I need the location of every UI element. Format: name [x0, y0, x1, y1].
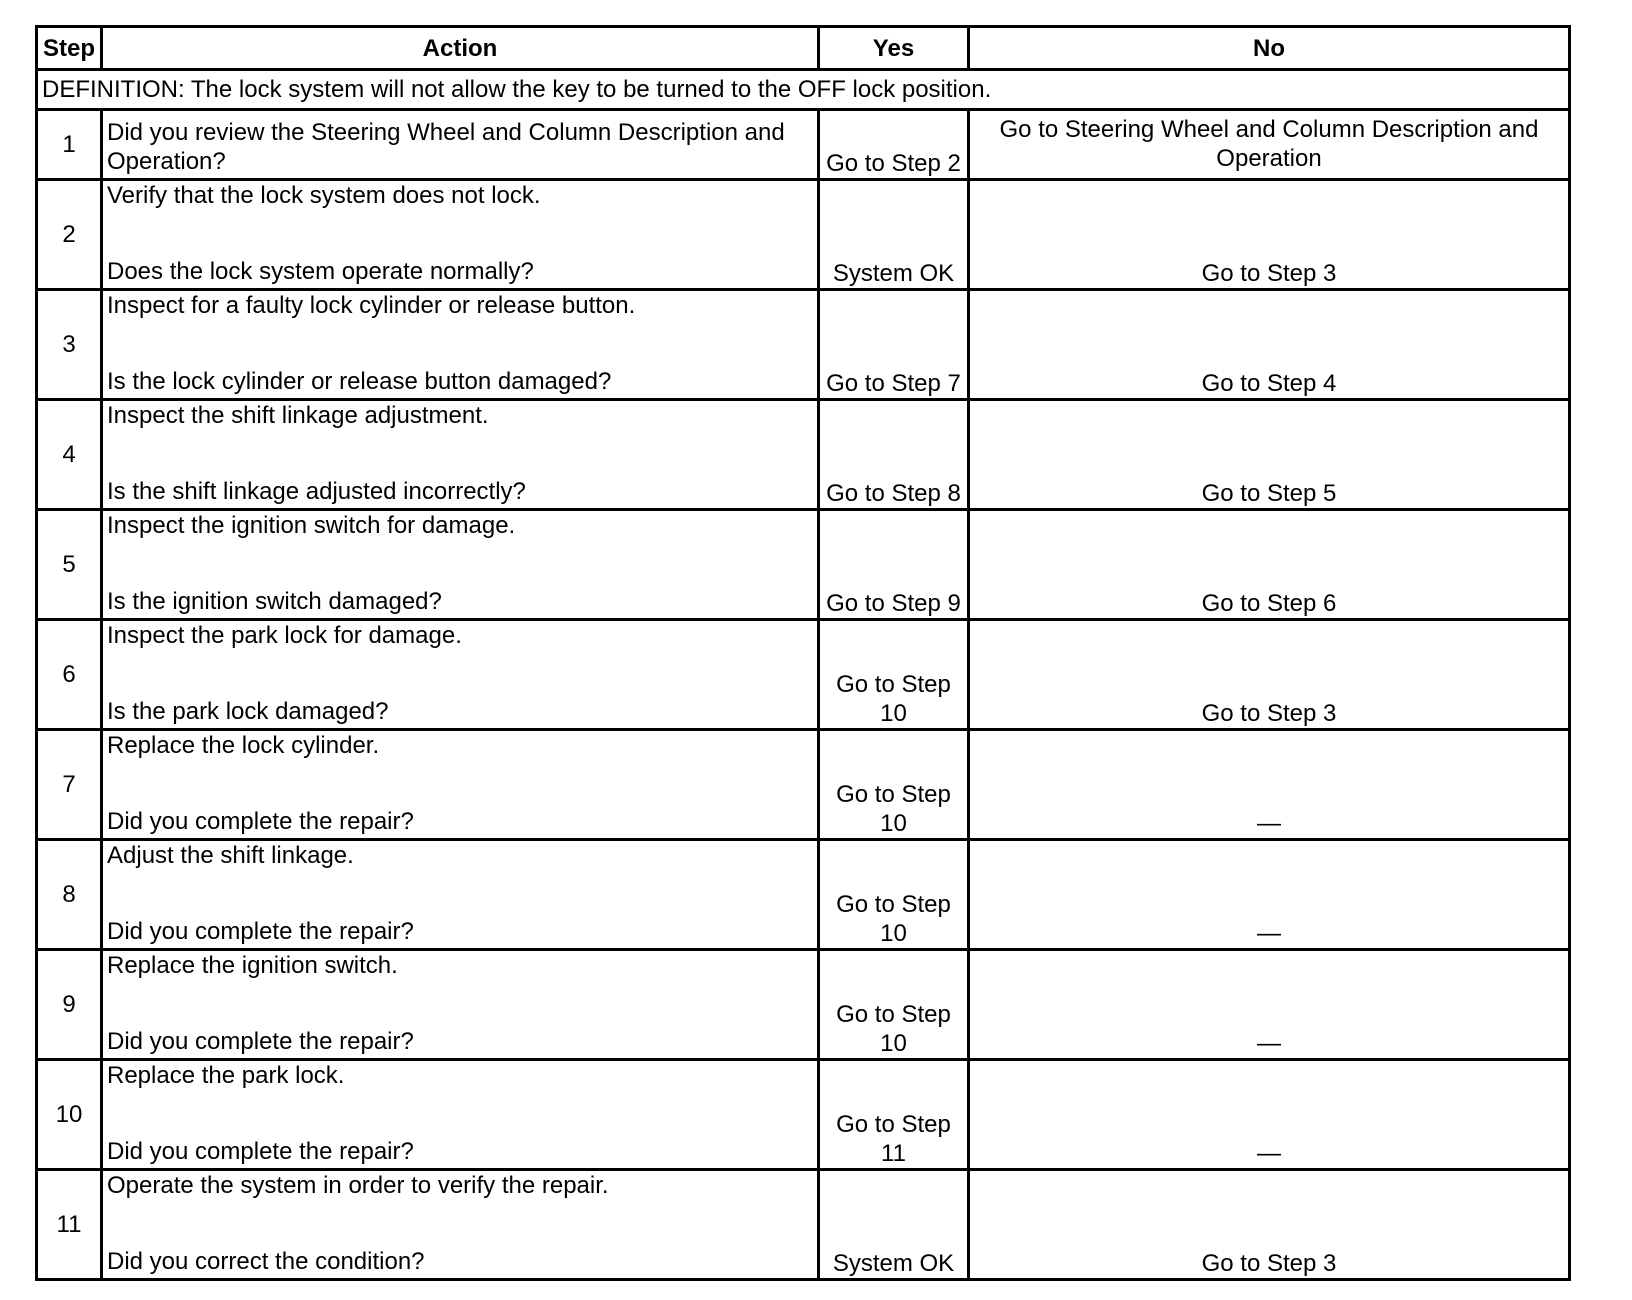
action-instruction: Operate the system in order to verify the repair. — [107, 1172, 609, 1199]
no-result: Go to Step 6 — [969, 510, 1570, 620]
table-row — [37, 400, 1570, 510]
action-question: Is the lock cylinder or release button damaged? — [107, 368, 612, 395]
action-instruction: Inspect for a faulty lock cylinder or release button. — [107, 292, 636, 319]
no-result: Go to Steering Wheel and Column Description and Operation — [969, 110, 1570, 180]
header-action: Action — [102, 27, 819, 70]
no-result: Go to Step 3 — [969, 1170, 1570, 1280]
table-row — [37, 1170, 1570, 1280]
no-result: Go to Step 5 — [969, 400, 1570, 510]
yes-result: Go to Step 8 — [819, 400, 969, 510]
yes-result: System OK — [819, 1170, 969, 1280]
no-result: — — [969, 730, 1570, 840]
action-question: Is the ignition switch damaged? — [107, 588, 442, 615]
action-instruction: Verify that the lock system does not lock. — [107, 182, 541, 209]
header-row — [37, 27, 1570, 70]
action-instruction: Replace the park lock. — [107, 1062, 345, 1089]
action-instruction: Adjust the shift linkage. — [107, 842, 354, 869]
action-cell — [102, 510, 819, 620]
action-cell — [102, 180, 819, 290]
action-cell — [102, 730, 819, 840]
definition-text: DEFINITION: The lock system will not allow the key to be turned to the OFF lock position. — [37, 70, 1570, 110]
action-cell — [102, 840, 819, 950]
step-number: 11 — [37, 1170, 102, 1280]
yes-result: Go to Step 2 — [819, 110, 969, 180]
step-number: 10 — [37, 1060, 102, 1170]
yes-result: Go to Step 10 — [819, 950, 969, 1060]
action-instruction: Replace the ignition switch. — [107, 952, 398, 979]
no-result: Go to Step 3 — [969, 620, 1570, 730]
header-step: Step — [37, 27, 102, 70]
action-cell — [102, 290, 819, 400]
yes-result: Go to Step 7 — [819, 290, 969, 400]
action-question: Is the shift linkage adjusted incorrectly? — [107, 478, 526, 505]
table-row — [37, 510, 1570, 620]
action-cell — [102, 950, 819, 1060]
action-cell — [102, 620, 819, 730]
header-no: No — [969, 27, 1570, 70]
action-instruction: Inspect the shift linkage adjustment. — [107, 402, 489, 429]
no-result: — — [969, 840, 1570, 950]
no-result: — — [969, 1060, 1570, 1170]
action-instruction: Replace the lock cylinder. — [107, 732, 380, 759]
yes-result: Go to Step 11 — [819, 1060, 969, 1170]
table-row — [37, 840, 1570, 950]
action-cell — [102, 1060, 819, 1170]
table-row — [37, 950, 1570, 1060]
table-row — [37, 730, 1570, 840]
table-row — [37, 180, 1570, 290]
yes-result: Go to Step 10 — [819, 840, 969, 950]
no-result: Go to Step 4 — [969, 290, 1570, 400]
action-question: Did you complete the repair? — [107, 1028, 414, 1055]
action-question: Did you complete the repair? — [107, 1138, 414, 1165]
action-instruction: Did you review the Steering Wheel and Column Description and Operation? — [107, 119, 785, 175]
action-cell — [102, 1170, 819, 1280]
step-number: 8 — [37, 840, 102, 950]
step-number: 1 — [37, 110, 102, 180]
step-number: 5 — [37, 510, 102, 620]
action-question: Is the park lock damaged? — [107, 698, 389, 725]
action-question: Did you correct the condition? — [107, 1248, 425, 1275]
action-cell — [102, 400, 819, 510]
step-number: 3 — [37, 290, 102, 400]
table-row — [37, 1060, 1570, 1170]
definition-row — [37, 70, 1570, 110]
no-result: — — [969, 950, 1570, 1060]
table-row — [37, 620, 1570, 730]
diagnostic-table — [35, 25, 1571, 1281]
step-number: 2 — [37, 180, 102, 290]
action-cell — [102, 110, 819, 180]
step-number: 7 — [37, 730, 102, 840]
action-question: Did you complete the repair? — [107, 918, 414, 945]
step-number: 4 — [37, 400, 102, 510]
yes-result: Go to Step 9 — [819, 510, 969, 620]
action-question: Does the lock system operate normally? — [107, 258, 534, 285]
step-number: 6 — [37, 620, 102, 730]
header-yes: Yes — [819, 27, 969, 70]
step-number: 9 — [37, 950, 102, 1060]
yes-result: Go to Step 10 — [819, 620, 969, 730]
yes-result: Go to Step 10 — [819, 730, 969, 840]
table-row — [37, 110, 1570, 180]
action-question: Did you complete the repair? — [107, 808, 414, 835]
no-result: Go to Step 3 — [969, 180, 1570, 290]
yes-result: System OK — [819, 180, 969, 290]
table-row — [37, 290, 1570, 400]
action-instruction: Inspect the park lock for damage. — [107, 622, 462, 649]
action-instruction: Inspect the ignition switch for damage. — [107, 512, 516, 539]
